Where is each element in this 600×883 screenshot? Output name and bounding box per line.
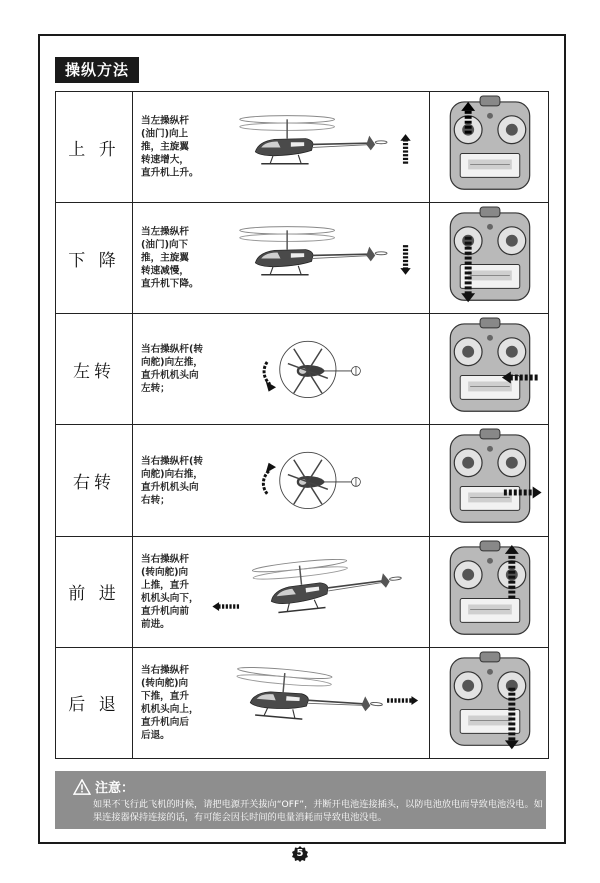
helicopter-motion-illustration — [205, 203, 427, 313]
warning-icon — [73, 779, 91, 795]
operation-description-cell — [133, 425, 430, 536]
operation-description-cell — [133, 203, 430, 314]
notice-text: 如果不飞行此飞机的时候，请把电源开关拔向“OFF”，并断开电池连接插头，以防电池放电而导致电池没电。如果连接器保持连接的话，有可能会因长时间的电量消耗而导致电池没电。 — [93, 799, 543, 823]
operation-description: 当左操纵杆 (油门)向下 推，主旋翼 转速减慢， 直升机下降。 — [141, 226, 199, 290]
helicopter-motion-illustration — [205, 537, 427, 647]
operation-row — [56, 203, 549, 314]
remote-controller-icon — [430, 425, 548, 535]
operation-row — [56, 536, 549, 647]
operation-label: 左转 — [56, 314, 133, 425]
page-number-badge — [292, 846, 308, 862]
operation-row — [56, 425, 549, 536]
helicopter-motion-illustration — [205, 648, 427, 758]
notice-box — [55, 771, 546, 829]
controller-cell — [430, 314, 549, 425]
operation-description: 当左操纵杆 (油门)向上 推，主旋翼 转速增大， 直升机上升。 — [141, 115, 199, 179]
operation-description: 当右操纵杆(转 向舵)向右推， 直升机机头向 右转； — [141, 455, 203, 506]
operation-description-cell — [133, 92, 430, 203]
operation-description-cell — [133, 314, 430, 425]
operation-row — [56, 92, 549, 203]
section-title: 操纵方法 — [55, 57, 139, 83]
remote-controller-icon — [430, 203, 548, 313]
operation-label: 前 进 — [56, 536, 133, 647]
operation-description: 当右操纵杆 (转向舵)向 上推，直升 机机头向下， 直升机向前 前进。 — [141, 553, 199, 630]
operation-row — [56, 647, 549, 758]
remote-controller-icon — [430, 537, 548, 647]
controller-cell — [430, 203, 549, 314]
controller-cell — [430, 425, 549, 536]
operation-label: 下 降 — [56, 203, 133, 314]
remote-controller-icon — [430, 314, 548, 424]
controller-cell — [430, 536, 549, 647]
operation-row — [56, 314, 549, 425]
operation-description-cell — [133, 647, 430, 758]
helicopter-motion-illustration — [205, 425, 427, 535]
operation-description-cell — [133, 536, 430, 647]
operation-label: 右转 — [56, 425, 133, 536]
operation-description: 当右操纵杆(转 向舵)向左推， 直升机机头向 左转； — [141, 344, 203, 395]
page-number: 5 — [296, 848, 304, 859]
operation-label: 上 升 — [56, 92, 133, 203]
operation-description: 当右操纵杆 (转向舵)向 下推，直升 机机头向上， 直升机向后 后退。 — [141, 664, 199, 741]
controller-cell — [430, 647, 549, 758]
controller-cell — [430, 92, 549, 203]
operation-label: 后 退 — [56, 647, 133, 758]
notice-heading: 注意： — [95, 781, 135, 796]
helicopter-motion-illustration — [205, 92, 427, 202]
helicopter-motion-illustration — [205, 314, 427, 424]
remote-controller-icon — [430, 92, 548, 202]
remote-controller-icon — [430, 648, 548, 758]
operation-table — [55, 91, 549, 759]
